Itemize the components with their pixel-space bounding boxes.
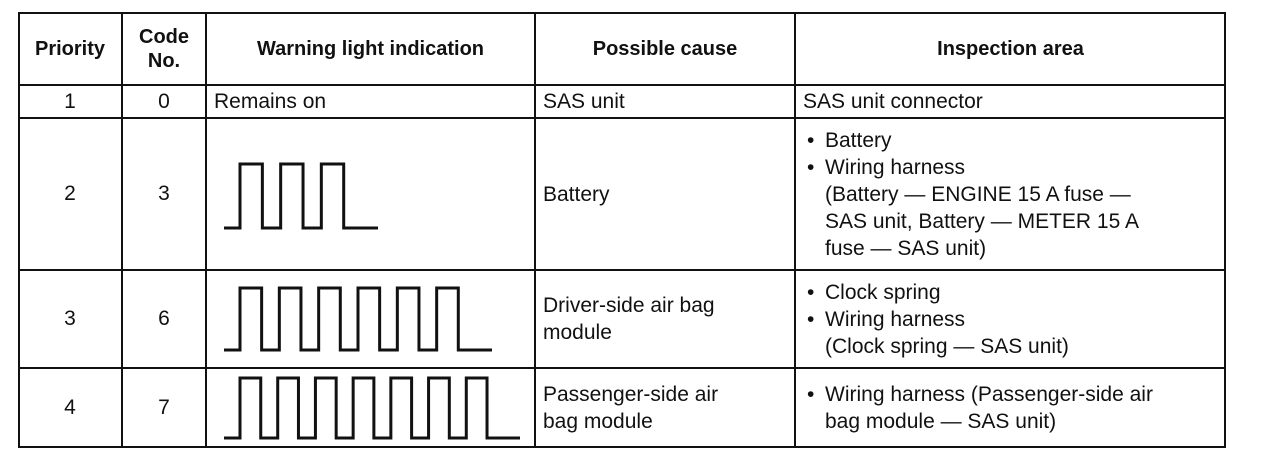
header-warning-label: Warning light indication	[256, 37, 484, 60]
row3-code	[122, 270, 206, 368]
header-cause-label: Possible cause	[592, 37, 738, 60]
inspection-list	[803, 381, 1153, 435]
row4-code	[122, 368, 206, 448]
inspection-item: • Clock spring	[803, 279, 1069, 306]
header-code-no-label: Code No.	[139, 25, 189, 72]
code-value: 3	[158, 182, 170, 205]
row2-priority	[18, 118, 122, 270]
header-inspection-label: Inspection area	[937, 37, 1084, 60]
cause-text: Driver-side air bag module	[543, 294, 715, 344]
row4-inspection	[795, 368, 1226, 448]
inspection-item: • Wiring harness (Passenger-side air bag module — SAS unit)	[803, 381, 1153, 435]
header-possible-cause	[535, 12, 795, 85]
row2-cause	[535, 118, 795, 270]
row2-inspection	[795, 118, 1226, 270]
row1-cause	[535, 85, 795, 118]
row1-warning	[206, 85, 535, 118]
row3-cause	[535, 270, 795, 368]
row4-cause	[535, 368, 795, 448]
priority-value: 3	[64, 307, 76, 330]
row2-code	[122, 118, 206, 270]
code-value: 0	[158, 89, 170, 113]
row4-priority	[18, 368, 122, 448]
warning-text: Remains on	[214, 90, 327, 113]
cause-text: Battery	[543, 182, 610, 206]
inspection-list	[803, 127, 1139, 262]
inspection-list	[803, 279, 1069, 360]
header-warning-light	[206, 12, 535, 85]
header-inspection-area	[795, 12, 1226, 85]
pulse-path	[224, 288, 492, 350]
code-value: 7	[158, 396, 170, 419]
cause-text: Passenger-side air bag module	[543, 383, 719, 433]
row1-code	[122, 85, 206, 118]
row3-priority	[18, 270, 122, 368]
row4-pulse-waveform	[222, 374, 524, 442]
inspection-item: • Battery	[803, 127, 1139, 154]
row2-pulse-waveform	[222, 160, 382, 232]
row1-priority	[18, 85, 122, 118]
row1-inspection	[795, 85, 1226, 118]
priority-value: 1	[64, 89, 76, 113]
header-priority	[18, 12, 122, 85]
cause-text: SAS unit	[543, 90, 625, 113]
header-code-no	[122, 12, 206, 85]
header-priority-label: Priority	[34, 37, 106, 60]
inspection-detail: (Battery — ENGINE 15 A fuse — SAS unit, Battery — METER 15 A fuse — SAS unit)	[825, 182, 1139, 260]
pulse-path	[224, 378, 520, 438]
inspection-item: • Wiring harness (Battery — ENGINE 15 A fuse — SAS unit, Battery — METER 15 A fuse — SAS unit)	[803, 154, 1139, 262]
row3-inspection	[795, 270, 1226, 368]
pulse-path	[224, 164, 378, 228]
inspection-detail: (Clock spring — SAS unit)	[825, 334, 1069, 358]
code-value: 6	[158, 307, 170, 330]
priority-value: 2	[64, 182, 76, 205]
row3-pulse-waveform	[222, 284, 496, 354]
diagnostic-code-table	[18, 12, 1226, 448]
inspection-item: • Wiring harness (Clock spring — SAS unit)	[803, 306, 1069, 360]
inspection-text: SAS unit connector	[803, 90, 983, 113]
priority-value: 4	[64, 396, 76, 419]
